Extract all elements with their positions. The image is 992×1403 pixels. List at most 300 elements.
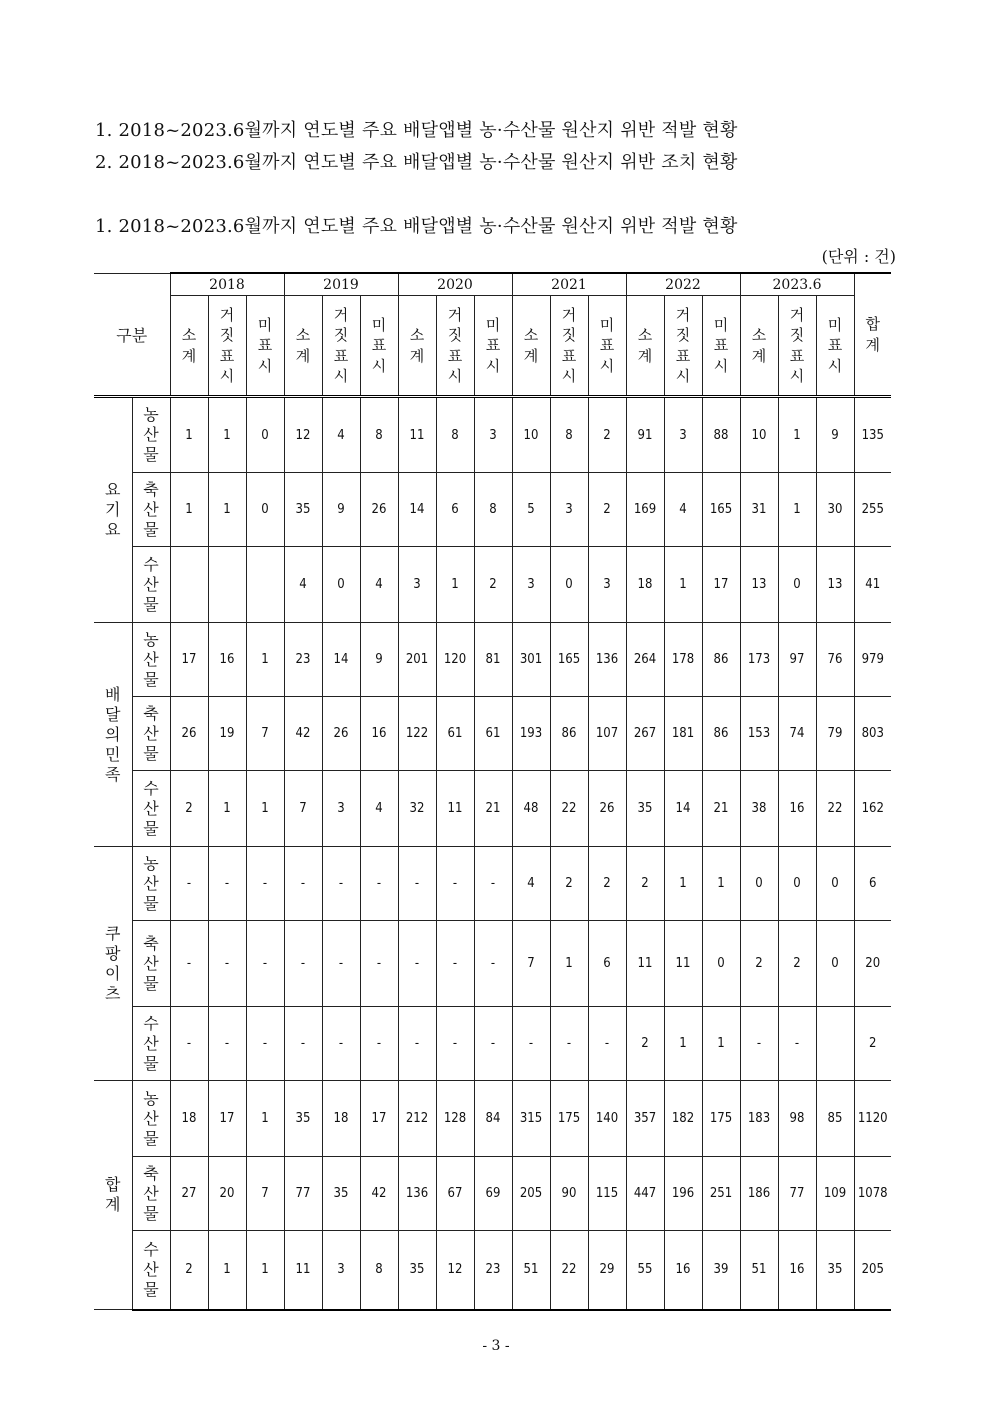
value-cell: - (322, 921, 360, 1007)
value-cell: 16 (778, 771, 816, 847)
value-cell: 17 (170, 623, 208, 697)
table-row (94, 1231, 891, 1310)
value-cell: - (436, 1007, 474, 1081)
value-cell: 6 (436, 473, 474, 547)
value-cell: 5 (512, 473, 550, 547)
value-cell: 1 (664, 847, 702, 921)
value-cell: 165 (702, 473, 740, 547)
table-row (94, 1081, 891, 1157)
value-cell: 11 (398, 397, 436, 473)
sub-header (512, 296, 550, 397)
value-cell: 3 (512, 547, 550, 623)
sub-header-label: 거짓표시 (333, 306, 349, 385)
value-cell: 205 (512, 1157, 550, 1231)
sub-header-label: 미표시 (827, 316, 843, 375)
value-cell: 26 (588, 771, 626, 847)
category-label: 수산물 (143, 778, 159, 838)
value-cell: 2 (740, 921, 778, 1007)
value-cell: 86 (702, 697, 740, 771)
value-cell: - (474, 921, 512, 1007)
value-cell: 4 (284, 547, 322, 623)
value-cell: 175 (550, 1081, 588, 1157)
group-label: 쿠팡이츠 (105, 923, 121, 1003)
category-label: 축산물 (143, 1163, 159, 1223)
value-cell: 8 (436, 397, 474, 473)
year-header: 2019 (284, 273, 398, 296)
value-cell: 16 (664, 1231, 702, 1310)
value-cell: - (246, 1007, 284, 1081)
category-label: 수산물 (143, 1013, 159, 1073)
value-cell: 1 (208, 397, 246, 473)
sub-header-label: 소계 (637, 326, 653, 365)
toc-item-2: 2. 2018~2023.6월까지 연도별 주요 배달앱별 농·수산물 원산지 위반 조치 현황 (95, 152, 738, 173)
value-cell: 1 (208, 771, 246, 847)
value-cell: 18 (170, 1081, 208, 1157)
value-cell: 20 (208, 1157, 246, 1231)
value-cell: 35 (284, 1081, 322, 1157)
sub-header-label: 거짓표시 (219, 306, 235, 385)
group-label-cell (94, 1081, 132, 1310)
value-cell: 6 (588, 921, 626, 1007)
total-cell: 255 (854, 473, 891, 547)
value-cell: 51 (740, 1231, 778, 1310)
value-cell: 16 (360, 697, 398, 771)
value-cell: 3 (322, 771, 360, 847)
value-cell: 18 (626, 547, 664, 623)
value-cell: 1 (778, 397, 816, 473)
value-cell: 35 (322, 1157, 360, 1231)
value-cell: 201 (398, 623, 436, 697)
value-cell: - (512, 1007, 550, 1081)
value-cell: - (474, 847, 512, 921)
category-cell (132, 847, 170, 921)
year-header: 2021 (512, 273, 626, 296)
value-cell: 186 (740, 1157, 778, 1231)
value-cell: - (360, 847, 398, 921)
sub-header (170, 296, 208, 397)
violation-table (94, 272, 891, 1311)
value-cell: 16 (208, 623, 246, 697)
value-cell: 1 (246, 623, 284, 697)
table-row (94, 623, 891, 697)
table-row (94, 1007, 891, 1081)
value-cell: 1 (246, 1081, 284, 1157)
value-cell: 1 (702, 1007, 740, 1081)
value-cell: 19 (208, 697, 246, 771)
value-cell: - (778, 1007, 816, 1081)
value-cell: - (208, 1007, 246, 1081)
value-cell: 7 (246, 1157, 284, 1231)
value-cell: 3 (322, 1231, 360, 1310)
value-cell: 0 (550, 547, 588, 623)
value-cell: 0 (778, 547, 816, 623)
group-label: 요기요 (105, 480, 121, 539)
value-cell: 3 (550, 473, 588, 547)
value-cell: 81 (474, 623, 512, 697)
value-cell: - (740, 1007, 778, 1081)
table-row (94, 547, 891, 623)
value-cell: 0 (778, 847, 816, 921)
category-cell (132, 697, 170, 771)
table-row (94, 921, 891, 1007)
year-header: 2022 (626, 273, 740, 296)
sub-header-label: 소계 (181, 326, 197, 365)
value-cell: 14 (664, 771, 702, 847)
sub-header (626, 296, 664, 397)
year-header: 2020 (398, 273, 512, 296)
value-cell: - (360, 921, 398, 1007)
value-cell: - (398, 921, 436, 1007)
total-cell: 1120 (854, 1081, 891, 1157)
sub-header-label: 미표시 (599, 316, 615, 375)
value-cell: 7 (284, 771, 322, 847)
value-cell: - (474, 1007, 512, 1081)
value-cell: 61 (474, 697, 512, 771)
value-cell: 10 (512, 397, 550, 473)
value-cell: 128 (436, 1081, 474, 1157)
value-cell: 86 (550, 697, 588, 771)
value-cell: 3 (588, 547, 626, 623)
value-cell: - (360, 1007, 398, 1081)
value-cell: 9 (360, 623, 398, 697)
value-cell: 17 (208, 1081, 246, 1157)
value-cell (208, 547, 246, 623)
value-cell: 11 (664, 921, 702, 1007)
sub-header-label: 소계 (523, 326, 539, 365)
value-cell (170, 547, 208, 623)
table-row (94, 1157, 891, 1231)
sub-header (246, 296, 284, 397)
value-cell: 8 (474, 473, 512, 547)
value-cell: 0 (816, 921, 854, 1007)
value-cell: - (436, 921, 474, 1007)
value-cell: 1 (246, 1231, 284, 1310)
sub-header (702, 296, 740, 397)
value-cell: 3 (398, 547, 436, 623)
value-cell: 153 (740, 697, 778, 771)
value-cell: 447 (626, 1157, 664, 1231)
sub-header-label: 거짓표시 (675, 306, 691, 385)
category-label: 축산물 (143, 479, 159, 539)
value-cell: 35 (398, 1231, 436, 1310)
value-cell: 35 (816, 1231, 854, 1310)
value-cell: 2 (474, 547, 512, 623)
total-cell: 135 (854, 397, 891, 473)
value-cell: 0 (816, 847, 854, 921)
group-label-cell (94, 623, 132, 847)
value-cell: - (322, 847, 360, 921)
category-cell (132, 1157, 170, 1231)
value-cell: 35 (284, 473, 322, 547)
group-label-cell (94, 847, 132, 1081)
value-cell: 2 (626, 1007, 664, 1081)
value-cell: 67 (436, 1157, 474, 1231)
header-corner: 구분 (94, 273, 170, 397)
value-cell: 2 (588, 847, 626, 921)
value-cell: - (550, 1007, 588, 1081)
value-cell: 23 (284, 623, 322, 697)
category-cell (132, 771, 170, 847)
value-cell: 23 (474, 1231, 512, 1310)
value-cell: 90 (550, 1157, 588, 1231)
group-label: 합계 (105, 1175, 121, 1214)
sub-header (740, 296, 778, 397)
value-cell: 84 (474, 1081, 512, 1157)
sub-header (778, 296, 816, 397)
total-header-label: 합계 (865, 315, 880, 354)
value-cell: 2 (626, 847, 664, 921)
category-cell (132, 1007, 170, 1081)
value-cell: 22 (550, 771, 588, 847)
value-cell: - (284, 921, 322, 1007)
total-cell: 6 (854, 847, 891, 921)
total-header (854, 273, 891, 397)
value-cell: 4 (664, 473, 702, 547)
value-cell: 1 (778, 473, 816, 547)
value-cell: 21 (702, 771, 740, 847)
value-cell (816, 1007, 854, 1081)
value-cell: 183 (740, 1081, 778, 1157)
sub-header-label: 소계 (751, 326, 767, 365)
value-cell: 26 (360, 473, 398, 547)
page-number: - 3 - (482, 1338, 510, 1354)
year-header: 2018 (170, 273, 284, 296)
value-cell: 136 (398, 1157, 436, 1231)
group-label-cell (94, 397, 132, 623)
sub-header (664, 296, 702, 397)
value-cell: 4 (512, 847, 550, 921)
value-cell: 76 (816, 623, 854, 697)
value-cell: 14 (322, 623, 360, 697)
value-cell: 32 (398, 771, 436, 847)
value-cell: - (284, 847, 322, 921)
value-cell: 13 (816, 547, 854, 623)
toc-item-1: 1. 2018~2023.6월까지 연도별 주요 배달앱별 농·수산물 원산지 위반 적발 현황 (95, 120, 738, 141)
value-cell: 2 (588, 397, 626, 473)
sub-header-label: 소계 (295, 326, 311, 365)
category-cell (132, 921, 170, 1007)
value-cell: - (322, 1007, 360, 1081)
value-cell: 1 (436, 547, 474, 623)
sub-header (474, 296, 512, 397)
value-cell: - (208, 921, 246, 1007)
value-cell: 51 (512, 1231, 550, 1310)
value-cell: 17 (360, 1081, 398, 1157)
value-cell: 88 (702, 397, 740, 473)
category-cell (132, 1231, 170, 1310)
sub-header (322, 296, 360, 397)
value-cell: 0 (246, 397, 284, 473)
value-cell: 7 (512, 921, 550, 1007)
value-cell: 115 (588, 1157, 626, 1231)
total-cell: 1078 (854, 1157, 891, 1231)
category-label: 농산물 (143, 405, 159, 464)
value-cell: 21 (474, 771, 512, 847)
value-cell: 8 (360, 397, 398, 473)
value-cell: - (436, 847, 474, 921)
value-cell: 120 (436, 623, 474, 697)
value-cell: 1 (664, 547, 702, 623)
value-cell: 196 (664, 1157, 702, 1231)
total-cell: 41 (854, 547, 891, 623)
value-cell: 10 (740, 397, 778, 473)
total-cell: 979 (854, 623, 891, 697)
sub-header-label: 미표시 (713, 316, 729, 375)
value-cell: 2 (170, 1231, 208, 1310)
value-cell: 30 (816, 473, 854, 547)
sub-header-label: 미표시 (485, 316, 501, 375)
value-cell: 107 (588, 697, 626, 771)
table-row (94, 473, 891, 547)
sub-header-label: 미표시 (257, 316, 273, 375)
value-cell: - (170, 921, 208, 1007)
value-cell: 1 (246, 771, 284, 847)
value-cell: 122 (398, 697, 436, 771)
value-cell: 169 (626, 473, 664, 547)
value-cell: - (284, 1007, 322, 1081)
category-label: 축산물 (143, 933, 159, 993)
value-cell: 12 (284, 397, 322, 473)
category-cell (132, 623, 170, 697)
year-header: 2023.6 (740, 273, 854, 296)
value-cell: 4 (360, 547, 398, 623)
value-cell: 4 (360, 771, 398, 847)
value-cell: 1 (550, 921, 588, 1007)
value-cell: - (170, 1007, 208, 1081)
value-cell: - (246, 921, 284, 1007)
value-cell: 165 (550, 623, 588, 697)
value-cell: 8 (550, 397, 588, 473)
value-cell: 8 (360, 1231, 398, 1310)
value-cell: 17 (702, 547, 740, 623)
value-cell: 2 (778, 921, 816, 1007)
value-cell: 0 (740, 847, 778, 921)
value-cell: 22 (816, 771, 854, 847)
sub-header-label: 거짓표시 (789, 306, 805, 385)
value-cell: 1 (208, 1231, 246, 1310)
value-cell: 1 (170, 473, 208, 547)
value-cell: 1 (208, 473, 246, 547)
table-row (94, 771, 891, 847)
total-cell: 803 (854, 697, 891, 771)
value-cell: 3 (474, 397, 512, 473)
value-cell: 9 (322, 473, 360, 547)
value-cell: 16 (778, 1231, 816, 1310)
value-cell: 11 (284, 1231, 322, 1310)
value-cell: 357 (626, 1081, 664, 1157)
value-cell: 2 (170, 771, 208, 847)
sub-header (208, 296, 246, 397)
value-cell: 74 (778, 697, 816, 771)
value-cell: 11 (626, 921, 664, 1007)
sub-header (816, 296, 854, 397)
sub-header (360, 296, 398, 397)
sub-header (436, 296, 474, 397)
value-cell: 1 (664, 1007, 702, 1081)
value-cell: - (398, 1007, 436, 1081)
value-cell: 264 (626, 623, 664, 697)
value-cell: 11 (436, 771, 474, 847)
total-cell: 20 (854, 921, 891, 1007)
category-cell (132, 473, 170, 547)
value-cell: 85 (816, 1081, 854, 1157)
group-label: 배달의민족 (105, 684, 121, 784)
value-cell: 0 (246, 473, 284, 547)
value-cell: 9 (816, 397, 854, 473)
value-cell: 0 (702, 921, 740, 1007)
value-cell: 31 (740, 473, 778, 547)
value-cell: 61 (436, 697, 474, 771)
value-cell: 18 (322, 1081, 360, 1157)
value-cell: 97 (778, 623, 816, 697)
value-cell: 1 (170, 397, 208, 473)
unit-label: (단위 : 건) (821, 247, 896, 266)
category-label: 수산물 (143, 1239, 159, 1299)
value-cell: 14 (398, 473, 436, 547)
value-cell: 48 (512, 771, 550, 847)
value-cell: 39 (702, 1231, 740, 1310)
value-cell: 3 (664, 397, 702, 473)
value-cell: 212 (398, 1081, 436, 1157)
value-cell: 109 (816, 1157, 854, 1231)
value-cell: 79 (816, 697, 854, 771)
value-cell: 2 (550, 847, 588, 921)
total-cell: 205 (854, 1231, 891, 1310)
value-cell: - (398, 847, 436, 921)
value-cell: 181 (664, 697, 702, 771)
value-cell: 251 (702, 1157, 740, 1231)
value-cell (246, 547, 284, 623)
category-cell (132, 547, 170, 623)
value-cell: 4 (322, 397, 360, 473)
value-cell: - (246, 847, 284, 921)
value-cell: 35 (626, 771, 664, 847)
value-cell: 12 (436, 1231, 474, 1310)
value-cell: 178 (664, 623, 702, 697)
value-cell: - (208, 847, 246, 921)
table-row (94, 847, 891, 921)
value-cell: 173 (740, 623, 778, 697)
value-cell: 13 (740, 547, 778, 623)
sub-header (550, 296, 588, 397)
value-cell: 42 (284, 697, 322, 771)
category-label: 농산물 (143, 629, 159, 689)
value-cell: 267 (626, 697, 664, 771)
value-cell: 26 (170, 697, 208, 771)
category-label: 농산물 (143, 1088, 159, 1148)
value-cell: 7 (246, 697, 284, 771)
value-cell: 193 (512, 697, 550, 771)
table-row (94, 697, 891, 771)
value-cell: 98 (778, 1081, 816, 1157)
category-label: 수산물 (143, 554, 159, 614)
total-cell: 162 (854, 771, 891, 847)
value-cell: 26 (322, 697, 360, 771)
value-cell: 22 (550, 1231, 588, 1310)
value-cell: 86 (702, 623, 740, 697)
sub-header (398, 296, 436, 397)
value-cell: 140 (588, 1081, 626, 1157)
value-cell: - (588, 1007, 626, 1081)
sub-header-label: 거짓표시 (561, 306, 577, 385)
value-cell: 182 (664, 1081, 702, 1157)
value-cell: 27 (170, 1157, 208, 1231)
value-cell: 175 (702, 1081, 740, 1157)
sub-header (588, 296, 626, 397)
value-cell: 2 (588, 473, 626, 547)
value-cell: 55 (626, 1231, 664, 1310)
value-cell: 315 (512, 1081, 550, 1157)
